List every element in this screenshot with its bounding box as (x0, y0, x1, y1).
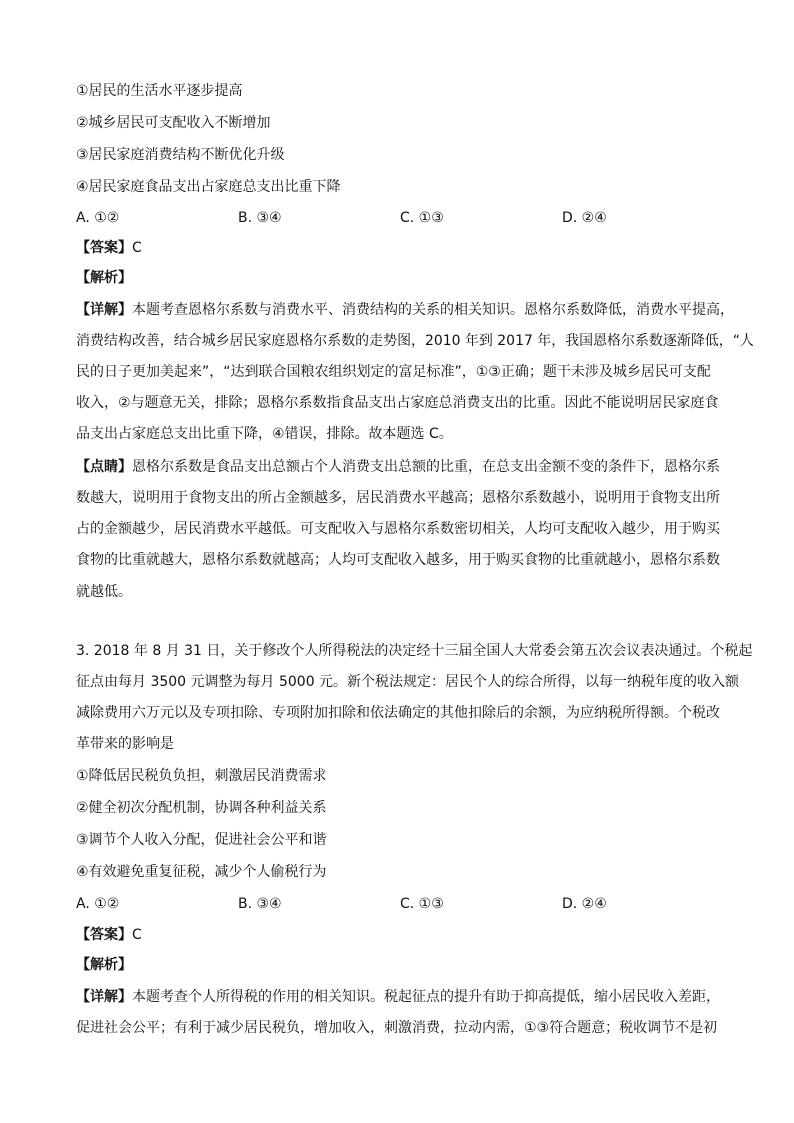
q3-statement-2: ②健全初次分配机制，协调各种利益关系 (76, 800, 327, 816)
q2-option-c: C. ①③ (400, 210, 444, 226)
q3-answer (76, 925, 142, 945)
q2-note-line-1 (76, 457, 720, 477)
q3-option-b: B. ③④ (238, 896, 282, 912)
q3-option-c: C. ①③ (400, 896, 444, 912)
q2-detail-line-2: 消费结构改善，结合城乡居民家庭恩格尔系数的走势图，2010 年到 2017 年，我国恩格尔系数逐渐降低，“人 (76, 333, 754, 349)
q2-statement-2: ②城乡居民可支配收入不断增加 (76, 115, 271, 131)
q3-stem-line-4: 革带来的影响是 (76, 736, 174, 752)
q2-note-line-2: 数越大，说明用于食物支出的所占金额越多，居民消费水平越高；恩格尔系数越小，说明用于食物支出所 (76, 490, 720, 506)
q2-note-line-4: 食物的比重就越大，恩格尔系数就越高；人均可支配收入越多，用于购买食物的比重就越小，恩格尔系数 (76, 552, 720, 568)
q3-statement-1: ①降低居民税负负担，刺激居民消费需求 (76, 768, 327, 784)
q3-statement-3: ③调节个人收入分配，促进社会公平和谐 (76, 832, 327, 848)
q2-detail-line-3: 民的日子更加美起来”，“达到联合国粮农组织划定的富足标准”，①③正确；题干未涉及城乡居民可支配 (76, 364, 711, 380)
q2-note-tag: 【点睛】 (76, 459, 132, 475)
q3-option-d: D. ②④ (562, 896, 607, 912)
q3-stem-line-2: 征点由每月 3500 元调整为每月 5000 元。新个税法规定：居民个人的综合所得，以每一纳税年度的收入额 (76, 674, 740, 690)
q2-note-line-3: 占的金额越少，居民消费水平越低。可支配收入与恩格尔系数密切相关，人均可支配收入越少，用于购买 (76, 521, 720, 537)
q2-option-a: A. ①② (76, 210, 120, 226)
q3-detail-text-1: 本题考查个人所得税的作用的相关知识。税起征点的提升有助于抑高提低，缩小居民收入差距， (132, 989, 720, 1005)
q2-statement-3: ③居民家庭消费结构不断优化升级 (76, 147, 285, 163)
q2-answer (76, 238, 142, 258)
q2-answer-value: C (132, 240, 142, 256)
q2-detail-tag: 【详解】 (76, 302, 132, 318)
q2-detail-line-5: 品支出占家庭总支出比重下降，④错误，排除。故本题选 C。 (76, 426, 453, 442)
q2-statement-4: ④居民家庭食品支出占家庭总支出比重下降 (76, 179, 341, 195)
q2-statement-1: ①居民的生活水平逐步提高 (76, 83, 243, 99)
q2-note-text-1: 恩格尔系数是食品支出总额占个人消费支出总额的比重，在总支出金额不变的条件下，恩格尔系 (132, 459, 720, 475)
q3-answer-tag: 【答案】 (76, 927, 132, 943)
q2-note-line-5: 就越低。 (76, 584, 132, 600)
q3-detail-tag: 【详解】 (76, 989, 132, 1005)
q2-answer-tag: 【答案】 (76, 240, 132, 256)
q3-stem-line-3: 减除费用六万元以及专项扣除、专项附加扣除和依法确定的其他扣除后的余额，为应纳税所得额。个税改 (76, 705, 720, 721)
q2-analysis-tag: 【解析】 (76, 270, 132, 286)
q3-detail-line-2: 促进社会公平；有利于减少居民税负，增加收入，刺激消费，拉动内需，①③符合题意；税收调节不是初 (76, 1020, 718, 1036)
q3-answer-value: C (132, 927, 142, 943)
q3-analysis-tag: 【解析】 (76, 957, 132, 973)
q3-statement-4: ④有效避免重复征税，减少个人偷税行为 (76, 864, 327, 880)
q3-stem-line-1: 3. 2018 年 8 月 31 日，关于修改个人所得税法的决定经十三届全国人大常委会第五次会议表决通过。个税起 (76, 643, 753, 659)
q2-detail-line-1 (76, 300, 734, 320)
q2-detail-line-4: 收入，②与题意无关，排除；恩格尔系数指食品支出占家庭总消费支出的比重。因此不能说明居民家庭食 (76, 395, 719, 411)
q3-detail-line-1 (76, 987, 720, 1007)
q2-option-b: B. ③④ (238, 210, 282, 226)
q2-option-d: D. ②④ (562, 210, 607, 226)
q2-detail-text-1: 本题考查恩格尔系数与消费水平、消费结构的关系的相关知识。恩格尔系数降低，消费水平提高， (132, 302, 734, 318)
q3-option-a: A. ①② (76, 896, 120, 912)
